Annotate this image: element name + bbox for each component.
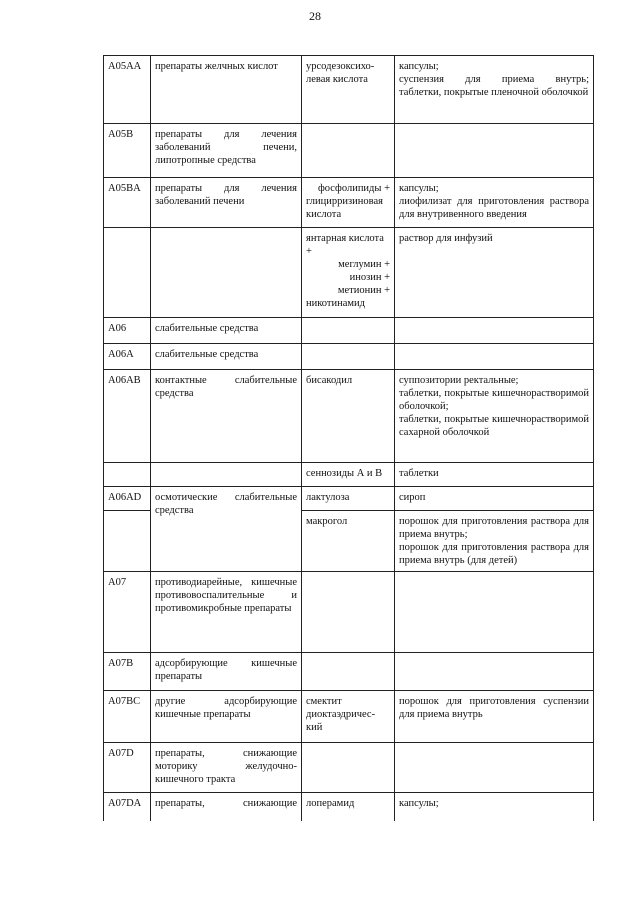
group-name <box>151 228 302 318</box>
page-number: 28 <box>309 9 321 23</box>
table-row <box>104 691 594 743</box>
atc-code: A05B <box>104 124 151 178</box>
drug-name: макрогол <box>302 511 395 572</box>
dosage-forms <box>395 653 594 691</box>
dosage-forms: капсулы; <box>395 793 594 821</box>
table-row <box>104 228 594 318</box>
dosage-forms <box>395 124 594 178</box>
atc-code: A06AB <box>104 370 151 463</box>
drug-name: янтарная кислота + меглумин + инозин + метионин + никотинамид <box>302 228 395 318</box>
dosage-forms: суппозитории ректальные; таблетки, покрытые кишечнорастворимой оболочкой; таблетки, покрытые кишечнорастворимой сахарной оболочкой <box>395 370 594 463</box>
group-name: слабительные средства <box>151 318 302 344</box>
group-name: адсорбирующие кишечные препараты <box>151 653 302 691</box>
atc-code: A06A <box>104 344 151 370</box>
group-name: осмотические слабительные средства <box>151 487 302 572</box>
group-name: препараты желчных кислот <box>151 56 302 124</box>
table-row <box>104 344 594 370</box>
table-row <box>104 56 594 124</box>
group-name: препараты, снижающие <box>151 793 302 821</box>
dosage-forms <box>395 743 594 793</box>
atc-code: A07BC <box>104 691 151 743</box>
drug-name: лактулоза <box>302 487 395 511</box>
drug-name: фосфолипиды + глицирризиновая кислота <box>302 178 395 228</box>
dosage-forms: капсулы; суспензия для приема внутрь; таблетки, покрытые пленочной оболочкой <box>395 56 594 124</box>
group-name: препараты, снижающие моторику желудочно-кишечного тракта <box>151 743 302 793</box>
dosage-forms: раствор для инфузий <box>395 228 594 318</box>
dosage-forms <box>395 572 594 653</box>
table-row <box>104 653 594 691</box>
table-row <box>104 178 594 228</box>
drug-name: смектит диоктаэдричес- кий <box>302 691 395 743</box>
drug-name <box>302 653 395 691</box>
group-name: препараты для лечения заболеваний печени, липотропные средства <box>151 124 302 178</box>
drug-classification-table <box>103 55 594 821</box>
group-name <box>151 463 302 487</box>
atc-code: A05AA <box>104 56 151 124</box>
drug-name <box>302 572 395 653</box>
atc-code <box>104 511 151 572</box>
atc-code <box>104 463 151 487</box>
table-row <box>104 793 594 821</box>
group-name: противодиарейные, кишечные противовоспалительные и противомикробные препараты <box>151 572 302 653</box>
atc-code: A07 <box>104 572 151 653</box>
drug-name <box>302 743 395 793</box>
atc-code: A07DA <box>104 793 151 821</box>
group-name: препараты для лечения заболеваний печени <box>151 178 302 228</box>
dosage-forms: капсулы; лиофилизат для приготовления раствора для внутривенного введения <box>395 178 594 228</box>
table-row <box>104 370 594 463</box>
dosage-forms: таблетки <box>395 463 594 487</box>
table-row <box>104 124 594 178</box>
drug-name: урсодезоксихо- левая кислота <box>302 56 395 124</box>
group-name: слабительные средства <box>151 344 302 370</box>
atc-code: A07D <box>104 743 151 793</box>
drug-name: лоперамид <box>302 793 395 821</box>
atc-code: A06AD <box>104 487 151 511</box>
table-row <box>104 572 594 653</box>
atc-code <box>104 228 151 318</box>
drug-name: бисакодил <box>302 370 395 463</box>
atc-code: A06 <box>104 318 151 344</box>
atc-code: A05BA <box>104 178 151 228</box>
dosage-forms: порошок для приготовления раствора для приема внутрь; порошок для приготовления раствора для приема внутрь (для детей) <box>395 511 594 572</box>
drug-name <box>302 318 395 344</box>
dosage-forms <box>395 318 594 344</box>
drug-name <box>302 344 395 370</box>
group-name: контактные слабительные средства <box>151 370 302 463</box>
drug-name <box>302 124 395 178</box>
dosage-forms: порошок для приготовления суспензии для приема внутрь <box>395 691 594 743</box>
dosage-forms <box>395 344 594 370</box>
drug-name: сеннозиды А и В <box>302 463 395 487</box>
group-name: другие адсорбирующие кишечные препараты <box>151 691 302 743</box>
dosage-forms: сироп <box>395 487 594 511</box>
table-row <box>104 487 594 511</box>
table-row <box>104 318 594 344</box>
table-row <box>104 463 594 487</box>
table-row <box>104 743 594 793</box>
atc-code: A07B <box>104 653 151 691</box>
